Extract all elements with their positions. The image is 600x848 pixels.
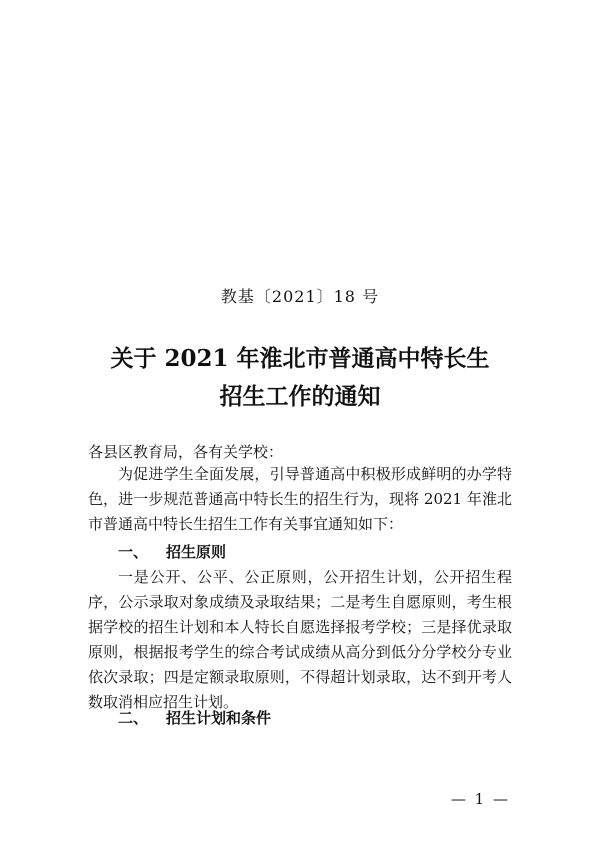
section-heading-2: [88, 706, 542, 731]
intro-paragraph: 为促进学生全面发展，引导普通高中积极形成鲜明的办学特色，进一步规范普通高中特长生的招生行为，现将 2021 年淮北市普通高中特长生招生工作有关事宜通知如下：: [88, 465, 512, 533]
section-paragraph-1: 一是公开、公平、公正原则，公开招生计划，公开招生程序，公示录取对象成绩及录取结果；二是考生自愿原则，考生根据学校的招生计划和本人特长自愿选择报考学校；三是择优录取原则，根据报考学生的综合考试成绩从高分到低分分学校分专业依次录取；四是定额录取原则，不得超计划录取，达不到开考人数取消相应招生计划。: [88, 568, 512, 711]
document-title: [0, 340, 600, 416]
salutation: 各县区教育局，各有关学校：: [88, 443, 284, 461]
section-number-1: 一、: [118, 543, 149, 561]
section-title-2: 招生计划和条件: [166, 709, 272, 727]
page-number: — 1 —: [450, 790, 510, 808]
title-line-2: 招生工作的通知: [219, 383, 381, 410]
document-number: 教基〔2021〕18 号: [220, 287, 380, 306]
section-title-1: 招生原则: [166, 543, 227, 561]
section-number-2: 二、: [118, 709, 149, 727]
title-line-1: 关于 2021 年淮北市普通高中特长生: [110, 345, 490, 372]
section-heading-1: [88, 540, 542, 565]
